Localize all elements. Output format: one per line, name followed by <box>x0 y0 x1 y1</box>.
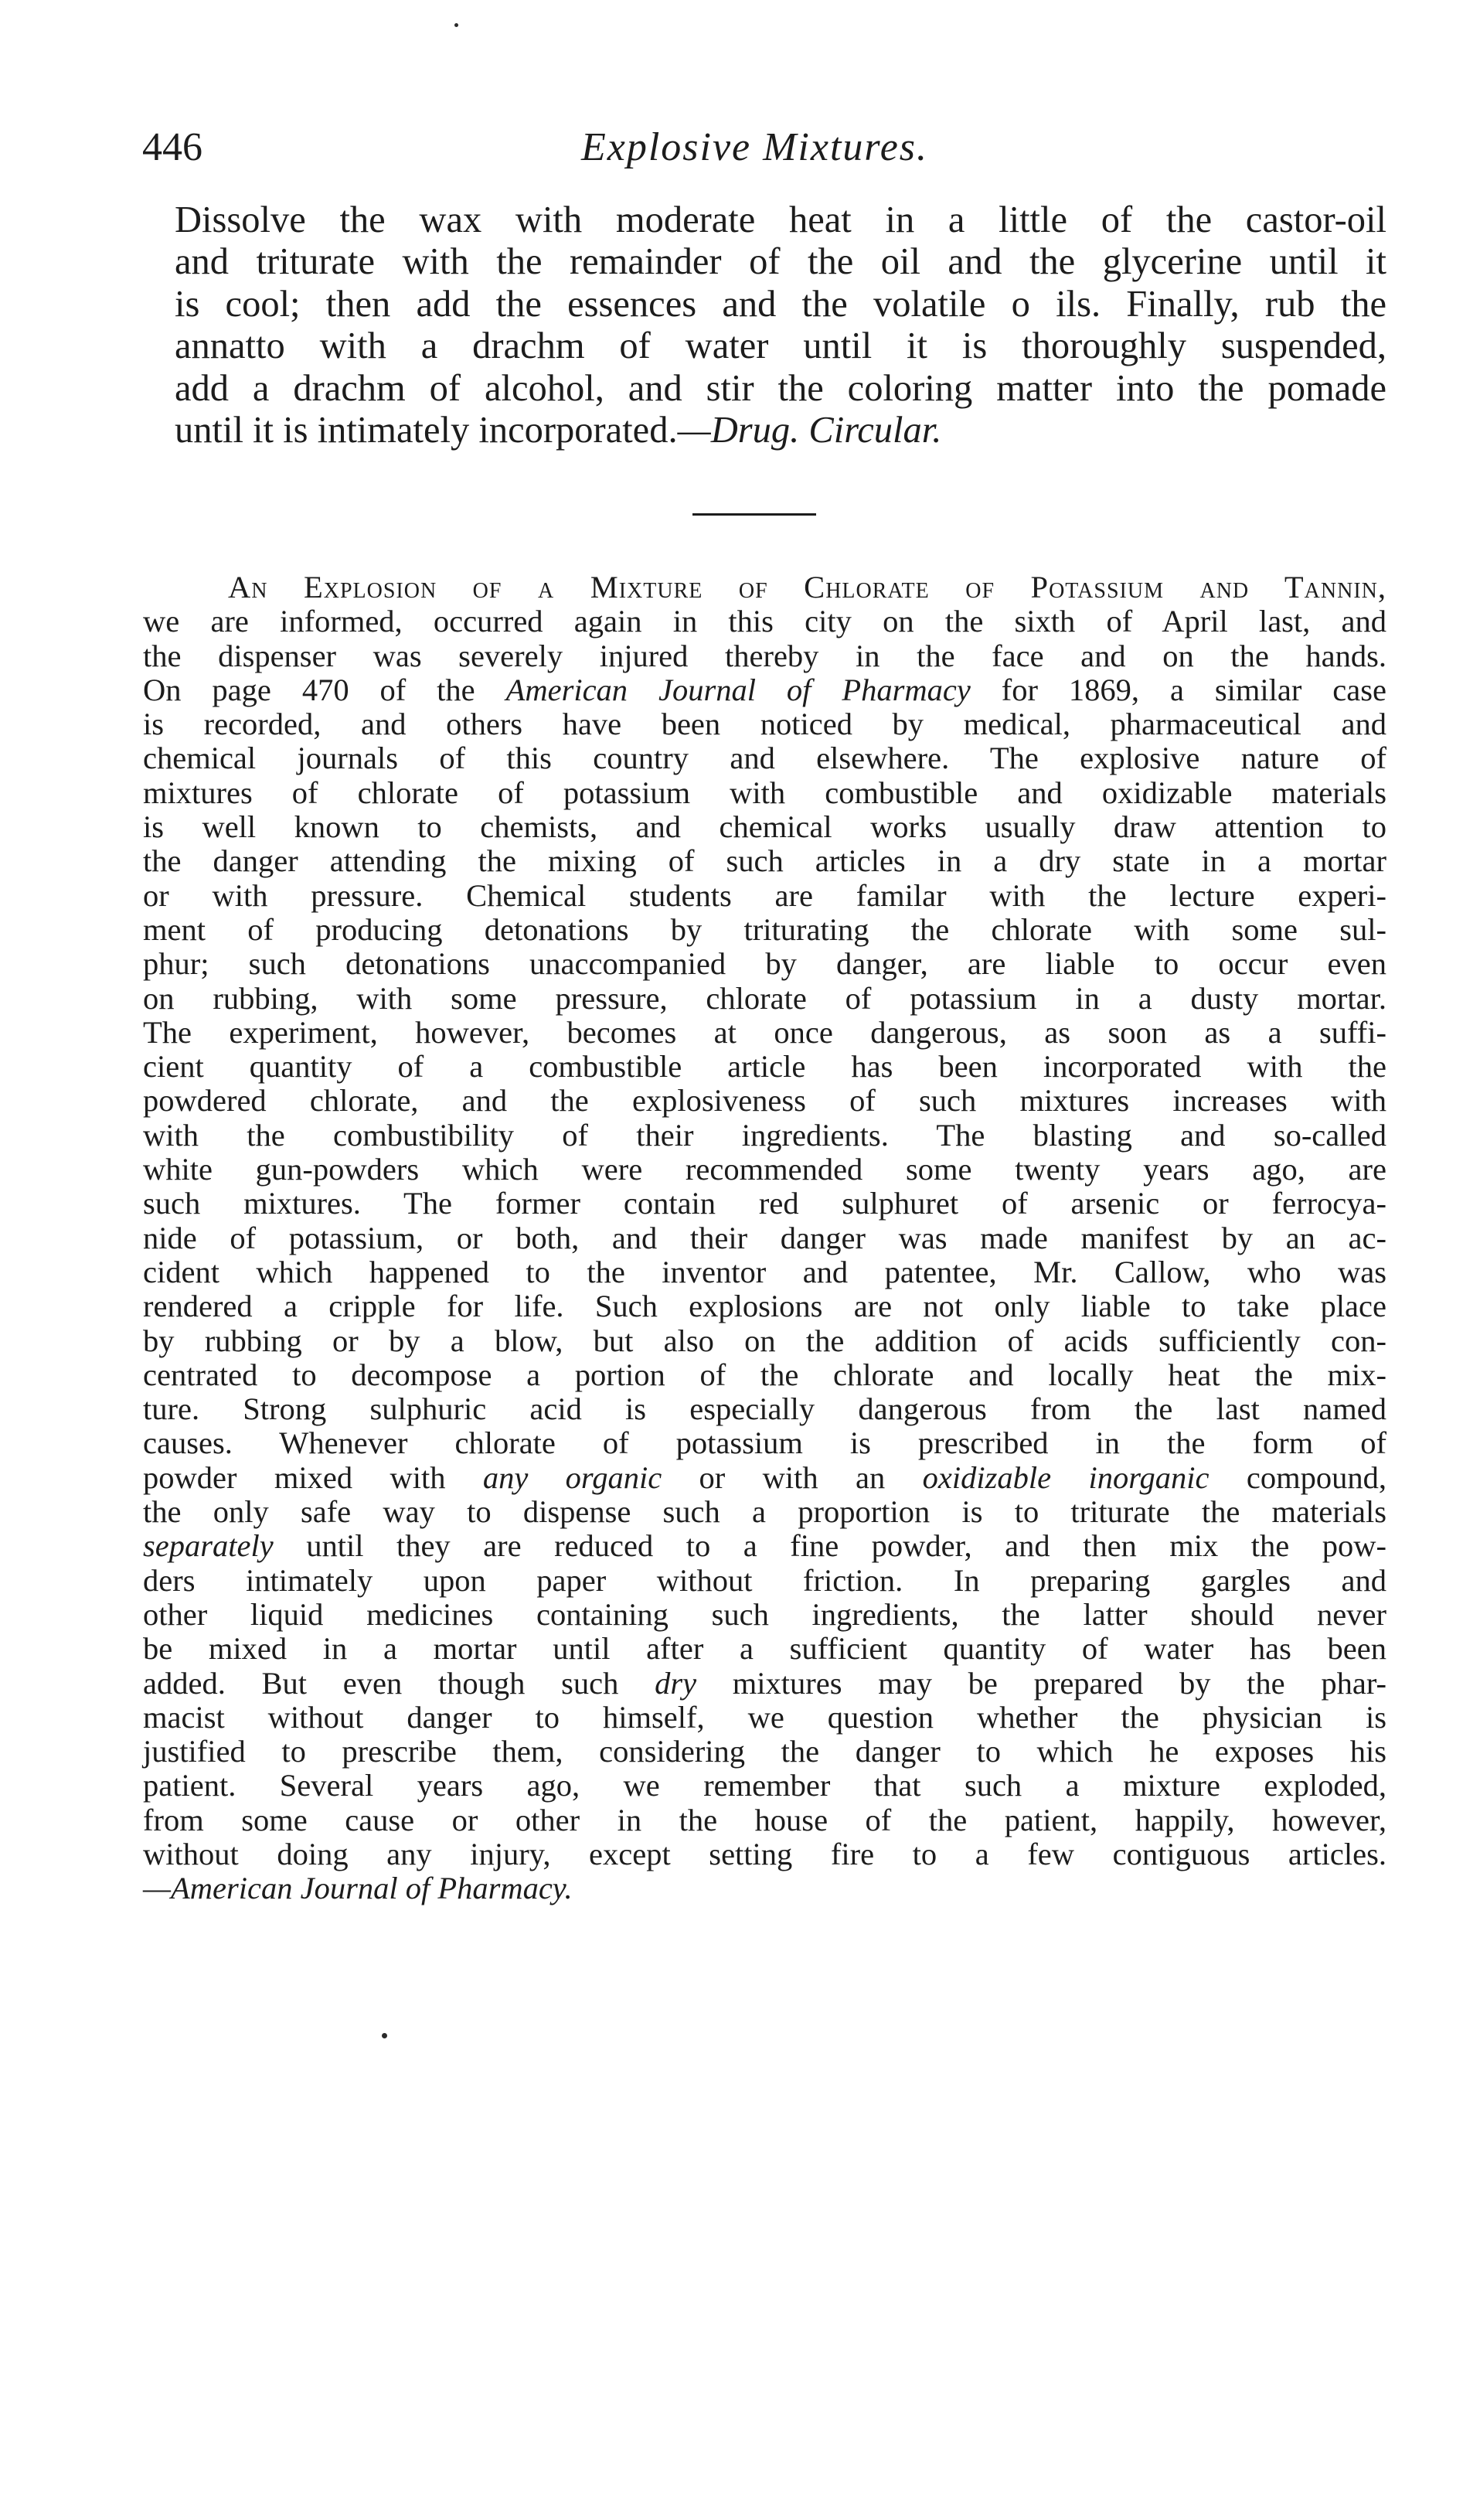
text-line <box>143 1461 1386 1495</box>
text-line: annatto with a drachm of water until it is thoroughly suspended, <box>175 325 1386 367</box>
print-speck <box>382 2033 387 2038</box>
text-line: with the combustibility of their ingredients. The blasting and so-called <box>143 1117 1386 1153</box>
text-fragment: compound, <box>1209 1459 1386 1495</box>
text-line: we are informed, occurred again in this city on the sixth of April last, and <box>143 604 1386 639</box>
text-line: ders intimately upon paper without friction. In preparing gargles and <box>143 1562 1386 1598</box>
text-line: The experiment, however, becomes at once dangerous, as soon as a suffi- <box>143 1014 1386 1050</box>
text-line: nide of potassium, or both, and their danger was made manifest by an ac- <box>143 1220 1386 1255</box>
pomade-recipe-paragraph <box>175 199 1386 451</box>
text-line: from some cause or other in the house of the patient, happily, however, <box>143 1802 1386 1837</box>
text-line: rendered a cripple for life. Such explosions are not only liable to take place <box>143 1289 1386 1324</box>
text-fragment: powder mixed with <box>143 1459 483 1495</box>
text-line <box>143 1529 1386 1563</box>
text-line <box>143 1667 1386 1701</box>
text-line <box>143 673 1386 707</box>
text-line: other liquid medicines containing such ingredients, the latter should never <box>143 1596 1386 1632</box>
text-line: powdered chlorate, and the explosiveness of such mixtures increases with <box>143 1083 1386 1119</box>
text-line <box>143 570 1386 604</box>
text-line: on rubbing, with some pressure, chlorate of potassium in a dusty mortar. <box>143 980 1386 1016</box>
running-head <box>0 121 1463 182</box>
text-line: the danger attending the mixing of such articles in a dry state in a mortar <box>143 843 1386 879</box>
text-line: Dissolve the wax with moderate heat in a little of the castor-oil <box>175 199 1386 240</box>
emphasis: dry <box>655 1665 697 1701</box>
text-line: centrated to decompose a portion of the chlorate and locally heat the mix- <box>143 1357 1386 1392</box>
text-line: is recorded, and others have been noticed by medical, pharmaceutical and <box>143 707 1386 742</box>
text-fragment: until they are reduced to a fine powder, and then mix the pow- <box>273 1528 1386 1564</box>
text-line: white gun-powders which were recommended some twenty years ago, are <box>143 1152 1386 1187</box>
text-line: such mixtures. The former contain red sulphuret of arsenic or ferrocya- <box>143 1186 1386 1221</box>
text-line: patient. Several years ago, we remember that such a mixture exploded, <box>143 1768 1386 1803</box>
text-line: and triturate with the remainder of the oil and the glycerine until it <box>175 241 1386 283</box>
text-line: the dispenser was severely injured thereby in the face and on the hands. <box>143 638 1386 673</box>
running-title: Explosive Mixtures. <box>580 125 929 169</box>
section-divider <box>692 513 816 516</box>
text-line: chemical journals of this country and elsewhere. The explosive nature of <box>143 741 1386 776</box>
text-line: causes. Whenever chlorate of potassium is prescribed in the form of <box>143 1425 1386 1461</box>
text-line: is well known to chemists, and chemical works usually draw attention to <box>143 809 1386 845</box>
text-line: ture. Strong sulphuric acid is especially dangerous from the last named <box>143 1391 1386 1427</box>
journal-title: American Journal of Pharmacy <box>505 672 971 707</box>
text-line: add a drachm of alcohol, and stir the coloring matter into the pomade <box>175 367 1386 409</box>
source-citation: —American Journal of Pharmacy. <box>143 1871 573 1906</box>
text-fragment: On page 470 of the <box>143 672 506 707</box>
text-line: by rubbing or by a blow, but also on the addition of acids sufficiently con- <box>143 1323 1386 1358</box>
text-fragment: until it is intimately incorporated. <box>175 410 678 451</box>
print-speck <box>454 23 458 27</box>
text-line: be mixed in a mortar until after a sufficient quantity of water has been <box>143 1631 1386 1667</box>
text-fragment: added. But even though such <box>143 1665 655 1701</box>
emphasis: any organic <box>482 1459 662 1495</box>
text-line: macist without danger to himself, we question whether the physician is <box>143 1699 1386 1735</box>
text-fragment: mixtures may be prepared by the phar- <box>696 1665 1386 1701</box>
text-fragment: for 1869, a similar case <box>970 672 1386 707</box>
text-line <box>175 410 1386 451</box>
text-line: the only safe way to dispense such a proportion is to triturate the materials <box>143 1494 1386 1530</box>
emphasis: separately <box>143 1528 274 1564</box>
text-line: or with pressure. Chemical students are familar with the lecture experi- <box>143 877 1386 913</box>
text-line: mixtures of chlorate of potassium with combustible and oxidizable materials <box>143 775 1386 810</box>
text-line: without doing any injury, except setting fire to a few contiguous articles. <box>143 1836 1386 1871</box>
page-number: 446 <box>142 125 202 169</box>
source-citation: —Drug. Circular. <box>677 410 942 451</box>
emphasis: oxidizable inorganic <box>922 1459 1210 1495</box>
explosion-article-paragraph <box>143 570 1386 1906</box>
article-lead: An Explosion of a Mixture of Chlorate of Potassium and Tannin, <box>228 570 1386 604</box>
text-line: cient quantity of a combustible article has been incorporated with the <box>143 1049 1386 1085</box>
text-line: is cool; then add the essences and the volatile o ils. Finally, rub the <box>175 283 1386 325</box>
text-fragment: or with an <box>662 1459 923 1495</box>
text-line: ment of producing detonations by triturating the chlorate with some sul- <box>143 911 1386 947</box>
text-line: phur; such detonations unaccompanied by danger, are liable to occur even <box>143 946 1386 982</box>
text-line: cident which happened to the inventor and patentee, Mr. Callow, who was <box>143 1254 1386 1289</box>
text-line: justified to prescribe them, considering the danger to which he exposes his <box>143 1734 1386 1769</box>
